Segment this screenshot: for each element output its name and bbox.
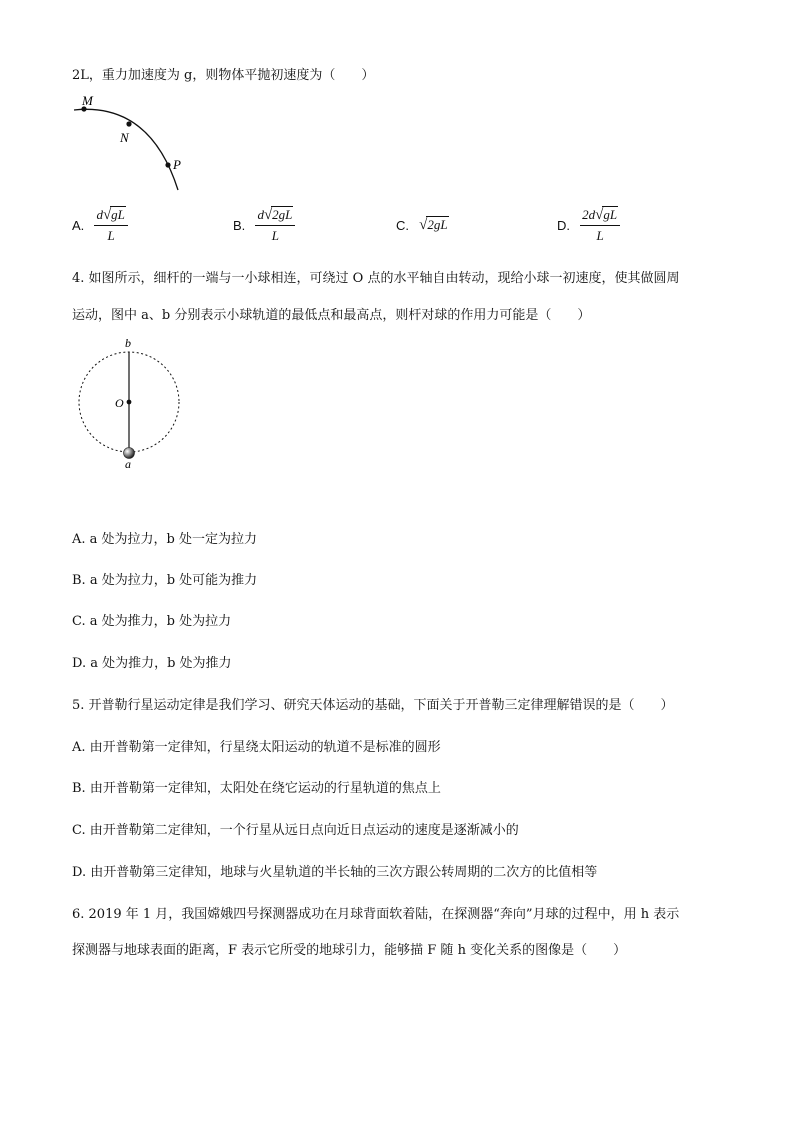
- q5-option-a[interactable]: A. 由开普勒第一定律知，行星绕太阳运动的轨道不是标准的圆形: [72, 740, 441, 755]
- q3-stem-tail: 2L，重力加速度为 g，则物体平抛初速度为（ ）: [72, 68, 375, 83]
- q5-stem: 5. 开普勒行星运动定律是我们学习、研究天体运动的基础，下面关于开普勒三定律理解错误的是（ ）: [72, 698, 674, 713]
- q4-stem-line2: 运动，图中 a、b 分别表示小球轨道的最低点和最高点，则杆对球的作用力可能是（ ）: [72, 308, 591, 323]
- q4-option-b[interactable]: B. a 处为拉力，b 处可能为推力: [72, 573, 258, 588]
- label-n: N: [120, 130, 129, 145]
- label-p: P: [173, 157, 181, 172]
- q3-arc-figure: [70, 92, 200, 197]
- point-n: [126, 121, 131, 126]
- q4-circle-figure: [72, 335, 190, 470]
- q5-option-b[interactable]: B. 由开普勒第一定律知，太阳处在绕它运动的行星轨道的焦点上: [72, 781, 441, 796]
- q3-option-a[interactable]: A. $\frac{d√gL}{L}$: [72, 206, 128, 244]
- label-a: a: [125, 457, 131, 470]
- pivot-o: [127, 400, 132, 405]
- q5-option-c[interactable]: C. 由开普勒第二定律知，一个行星从远日点向近日点运动的速度是逐渐减小的: [72, 823, 519, 838]
- q4-option-c[interactable]: C. a 处为推力，b 处为拉力: [72, 614, 232, 629]
- trajectory-arc: [74, 109, 178, 190]
- label-m: M: [82, 93, 93, 108]
- q6-stem-line1: 6. 2019 年 1 月，我国嫦娥四号探测器成功在月球背面软着陆，在探测器“奔向”月球的过程中，用 h 表示: [72, 907, 680, 922]
- q4-option-a[interactable]: A. a 处为拉力，b 处一定为拉力: [72, 532, 257, 547]
- q3-option-b[interactable]: B. $\frac{d√2gL}{L}$: [233, 206, 295, 244]
- label-b: b: [125, 336, 131, 350]
- q4-option-d[interactable]: D. a 处为推力，b 处为推力: [72, 656, 232, 671]
- label-o: O: [115, 396, 124, 410]
- q3-option-d[interactable]: D. $\frac{2d√gL}{L}$: [557, 206, 620, 244]
- q4-stem-line1: 4. 如图所示，细杆的一端与一小球相连，可绕过 O 点的水平轴自由转动，现给小球一初速度，使其做圆周: [72, 271, 680, 286]
- q3-option-c[interactable]: C. √2gL: [396, 217, 448, 233]
- q6-stem-line2: 探测器与地球表面的距离，F 表示它所受的地球引力，能够描 F 随 h 变化关系的图像是（ ）: [72, 943, 627, 958]
- q5-option-d[interactable]: D. 由开普勒第三定律知，地球与火星轨道的半长轴的三次方跟公转周期的二次方的比值相等: [72, 865, 598, 880]
- point-p: [165, 162, 170, 167]
